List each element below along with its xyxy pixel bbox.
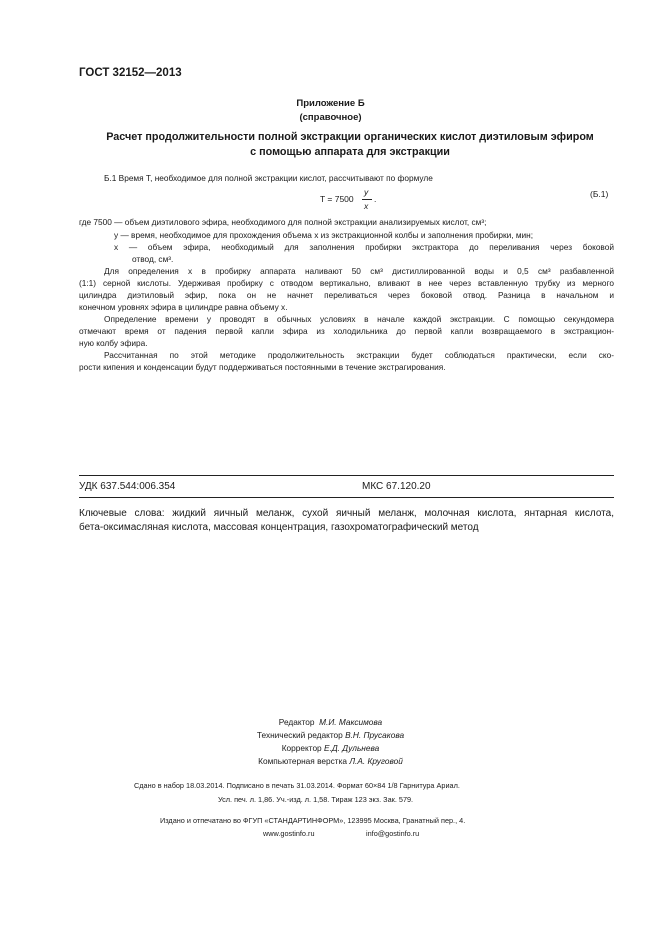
para2-line1: Определение времени y проводят в обычных условиях в начале каждой экстракции. С помощью секундомера bbox=[104, 314, 614, 324]
where-line-3: x — объем эфира, необходимый для заполнения пробирки экстрактора до переливания через боковой bbox=[114, 242, 614, 252]
formula-lhs: T = 7500 bbox=[320, 194, 354, 204]
credit-corrector: Корректор Е.Д. Дульнева bbox=[281, 743, 380, 753]
formula-number: (Б.1) bbox=[590, 189, 609, 199]
mks-code: МКС 67.120.20 bbox=[362, 481, 431, 492]
para1-line4: конечном уровнях эфира в цилиндре равна объему x. bbox=[79, 302, 288, 312]
para1-line1: Для определения x в пробирку аппарата наливают 50 см³ дистиллированной воды и 0,5 см³ разбавленной bbox=[104, 266, 614, 276]
para3-line2: рости кипения и конденсации будут поддерживаться постоянными в течение экстрагирования. bbox=[79, 362, 446, 372]
udk-code: УДК 637.544:006.354 bbox=[79, 481, 176, 492]
imprint-publisher: Издано и отпечатано во ФГУП «СТАНДАРТИНФОРМ», 123995 Москва, Гранатный пер., 4. bbox=[160, 816, 466, 825]
formula-numerator: y bbox=[364, 187, 369, 197]
para2-line2: отмечают время от падения первой капли эфира из холодильника до первой капли возвращаемого в экстракцион- bbox=[79, 326, 614, 336]
keywords-line2: бета-оксимасляная кислота, массовая концентрация, газохроматографический метод bbox=[79, 522, 479, 533]
imprint-line2: Усл. печ. л. 1,86. Уч.-изд. л. 1,58. Тираж 123 экз. Зак. 579. bbox=[218, 795, 414, 804]
where-line-1: где 7500 — объем диэтилового эфира, необходимого для полной экстракции анализируемых кислот, см³; bbox=[79, 217, 487, 227]
para1-line3: цилиндра диэтиловый эфир, пока он не начнет переливаться через боковой отвод. Разница в начальном и bbox=[79, 290, 614, 300]
divider-top bbox=[79, 475, 614, 476]
section-heading-line1: Расчет продолжительности полной экстракции органических кислот диэтиловым эфиром bbox=[106, 131, 594, 143]
appendix-subtitle: (справочное) bbox=[299, 112, 362, 123]
credit-layout: Компьютерная верстка Л.А. Круговой bbox=[258, 756, 403, 766]
formula-period: . bbox=[374, 194, 377, 204]
formula-denominator: x bbox=[364, 201, 369, 211]
b1-intro: Б.1 Время T, необходимое для полной экстракции кислот, рассчитывают по формуле bbox=[104, 173, 433, 183]
imprint-line1: Сдано в набор 18.03.2014. Подписано в печать 31.03.2014. Формат 60×84 1/8 Гарнитура Ариал. bbox=[134, 781, 460, 790]
divider-bottom bbox=[79, 497, 614, 498]
section-heading-line2: с помощью аппарата для экстракции bbox=[250, 146, 450, 158]
para3-line1: Рассчитанная по этой методике продолжительность экстракции будет соблюдаться практически, если ско- bbox=[104, 350, 614, 360]
fraction-bar bbox=[362, 199, 372, 200]
imprint-email: info@gostinfo.ru bbox=[366, 829, 420, 838]
appendix-title: Приложение Б bbox=[296, 98, 365, 109]
credit-editor: Редактор М.И. Максимова bbox=[278, 717, 383, 727]
credit-tech-editor: Технический редактор В.Н. Прусакова bbox=[256, 730, 405, 740]
imprint-website: www.gostinfo.ru bbox=[263, 829, 315, 838]
keywords-line1: Ключевые слова: жидкий яичный меланж, сухой яичный меланж, молочная кислота, янтарная кислота, bbox=[79, 508, 614, 519]
where-line-2: y — время, необходимое для прохождения объема x из экстракционной колбы и заполнения пробирки, мин; bbox=[114, 230, 534, 240]
para1-line2: (1:1) серной кислоты. Удерживая пробирку с отводом вертикально, вливают в нее через вставленную трубку из мерного bbox=[79, 278, 614, 288]
document-header: ГОСТ 32152—2013 bbox=[79, 67, 182, 79]
para2-line3: ную колбу эфира. bbox=[79, 338, 148, 348]
where-line-4: отвод, см³. bbox=[132, 254, 174, 264]
